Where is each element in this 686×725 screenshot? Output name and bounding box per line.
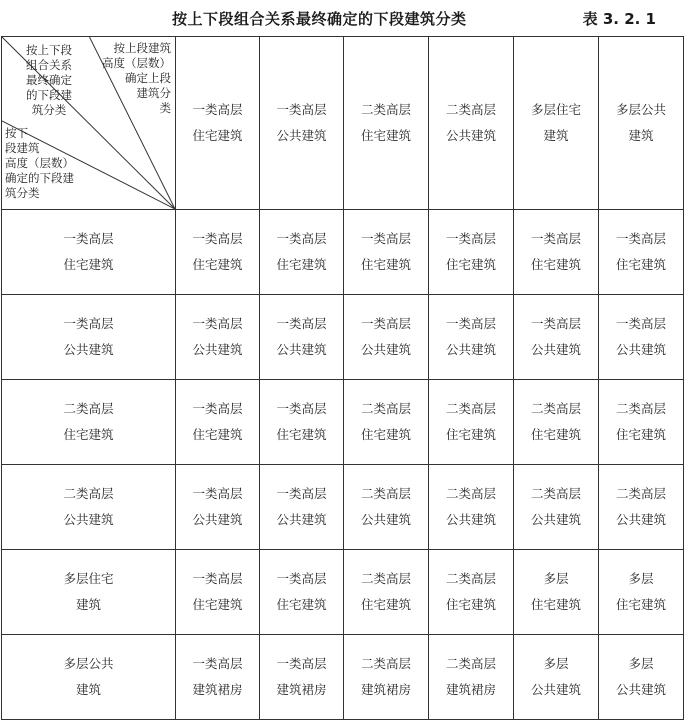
table-cell-line: 一类高层	[615, 231, 666, 246]
row-header-line: 二类高层	[63, 486, 114, 501]
corner-cell	[2, 37, 176, 210]
column-header-line: 多层住宅	[530, 102, 581, 117]
table-cell	[599, 550, 684, 635]
table-cell-line: 住宅建筑	[530, 597, 581, 612]
column-header-line: 多层公共	[615, 102, 666, 117]
table-cell	[344, 295, 429, 380]
table-cell-line: 公共建筑	[445, 342, 496, 357]
table-cell-line: 公共建筑	[615, 342, 666, 357]
column-header	[176, 37, 260, 210]
row-header	[2, 210, 176, 295]
table-row	[2, 635, 684, 720]
table-cell	[176, 465, 260, 550]
table-cell-line: 多层	[543, 571, 569, 586]
table-cell	[599, 380, 684, 465]
table-cell-line: 二类高层	[360, 656, 411, 671]
table-cell-line: 一类高层	[276, 486, 327, 501]
table-cell-line: 公共建筑	[276, 342, 327, 357]
table-cell	[176, 635, 260, 720]
table-cell	[599, 210, 684, 295]
table-row	[2, 550, 684, 635]
table-cell-line: 一类高层	[360, 231, 411, 246]
table-cell-line: 住宅建筑	[530, 427, 581, 442]
table-cell-line: 公共建筑	[530, 682, 581, 697]
table-cell	[429, 550, 514, 635]
table-cell-line: 住宅建筑	[360, 427, 411, 442]
column-header-line: 二类高层	[445, 102, 496, 117]
table-cell-line: 二类高层	[445, 486, 496, 501]
table-cell	[260, 295, 344, 380]
table-cell	[599, 295, 684, 380]
table-cell-line: 公共建筑	[615, 682, 666, 697]
table-cell-line: 一类高层	[445, 231, 496, 246]
table-cell	[514, 465, 599, 550]
table-cell-line: 多层	[543, 656, 569, 671]
row-header-line: 住宅建筑	[63, 427, 114, 442]
table-cell-line: 住宅建筑	[192, 427, 243, 442]
table-cell-line: 住宅建筑	[276, 257, 327, 272]
table-cell	[260, 550, 344, 635]
table-cell	[344, 465, 429, 550]
table-cell-line: 一类高层	[530, 231, 581, 246]
table-cell-line: 多层	[628, 656, 654, 671]
corner-bottom-line: 高度（层数）	[5, 156, 74, 170]
table-cell-line: 公共建筑	[530, 342, 581, 357]
table-cell-line: 住宅建筑	[445, 257, 496, 272]
table-cell	[344, 550, 429, 635]
column-header-line: 建筑	[628, 128, 654, 143]
classification-table	[1, 36, 684, 720]
table-cell-line: 一类高层	[276, 401, 327, 416]
corner-right-line: 高度（层数）	[102, 56, 171, 70]
table-cell	[344, 635, 429, 720]
table-cell-line: 一类高层	[276, 231, 327, 246]
table-cell-line: 一类高层	[445, 316, 496, 331]
corner-label-bottom	[5, 126, 111, 201]
column-header-line: 住宅建筑	[192, 128, 243, 143]
table-cell-line: 建筑裙房	[360, 682, 411, 697]
table-cell	[429, 295, 514, 380]
table-cell-line: 一类高层	[360, 316, 411, 331]
table-cell-line: 一类高层	[530, 316, 581, 331]
table-cell	[176, 210, 260, 295]
row-header-line: 建筑	[75, 682, 101, 697]
row-header-line: 住宅建筑	[63, 257, 114, 272]
table-cell-line: 公共建筑	[445, 512, 496, 527]
header-row	[2, 37, 684, 210]
row-header-line: 公共建筑	[63, 512, 114, 527]
corner-right-line: 建筑分	[136, 86, 171, 100]
table-cell-line: 公共建筑	[360, 342, 411, 357]
table-row	[2, 210, 684, 295]
table-cell	[260, 635, 344, 720]
corner-top-line: 的下段建	[26, 88, 72, 102]
table-cell	[344, 380, 429, 465]
table-cell-line: 公共建筑	[276, 512, 327, 527]
corner-label-right	[87, 41, 171, 116]
table-cell	[260, 465, 344, 550]
corner-bottom-line: 筑分类	[5, 186, 40, 200]
table-cell-line: 公共建筑	[192, 342, 243, 357]
column-header	[344, 37, 429, 210]
table-cell-line: 二类高层	[445, 401, 496, 416]
row-header	[2, 465, 176, 550]
corner-right-line: 按上段建筑	[113, 41, 171, 55]
column-header-line: 住宅建筑	[360, 128, 411, 143]
table-cell-line: 一类高层	[276, 316, 327, 331]
row-header-line: 多层公共	[63, 656, 114, 671]
table-cell-line: 二类高层	[530, 401, 581, 416]
column-header-line: 一类高层	[276, 102, 327, 117]
table-cell	[176, 550, 260, 635]
table-cell-line: 住宅建筑	[276, 427, 327, 442]
row-header	[2, 550, 176, 635]
column-header-line: 二类高层	[360, 102, 411, 117]
table-row	[2, 295, 684, 380]
row-header-line: 公共建筑	[63, 342, 114, 357]
corner-top-line: 筑分类	[31, 103, 67, 117]
row-header	[2, 295, 176, 380]
table-cell-line: 二类高层	[445, 571, 496, 586]
table-cell	[514, 295, 599, 380]
row-header	[2, 380, 176, 465]
table-cell	[599, 635, 684, 720]
table-cell-line: 建筑裙房	[192, 682, 243, 697]
table-cell-line: 一类高层	[192, 486, 243, 501]
table-cell-line: 一类高层	[192, 401, 243, 416]
table-cell	[429, 380, 514, 465]
table-cell-line: 二类高层	[615, 486, 666, 501]
table-row	[2, 465, 684, 550]
table-cell-line: 住宅建筑	[530, 257, 581, 272]
table-cell	[429, 210, 514, 295]
table-cell-line: 二类高层	[445, 656, 496, 671]
table-cell-line: 二类高层	[615, 401, 666, 416]
table-cell-line: 住宅建筑	[615, 427, 666, 442]
table-cell-line: 一类高层	[276, 656, 327, 671]
table-cell	[429, 635, 514, 720]
corner-top-line: 组合关系	[26, 58, 72, 72]
table-cell-line: 公共建筑	[615, 512, 666, 527]
table-cell-line: 住宅建筑	[360, 257, 411, 272]
table-cell-line: 建筑裙房	[445, 682, 496, 697]
table-cell-line: 一类高层	[192, 316, 243, 331]
table-cell	[176, 380, 260, 465]
table-cell-line: 一类高层	[276, 571, 327, 586]
table-cell-line: 住宅建筑	[615, 257, 666, 272]
table-cell-line: 公共建筑	[530, 512, 581, 527]
table-cell-line: 多层	[628, 571, 654, 586]
corner-right-line: 确定上段	[125, 71, 171, 85]
row-header	[2, 635, 176, 720]
table-cell	[176, 295, 260, 380]
column-header-line: 建筑	[543, 128, 569, 143]
table-cell-line: 一类高层	[615, 316, 666, 331]
table-cell-line: 住宅建筑	[445, 427, 496, 442]
table-cell-line: 二类高层	[360, 486, 411, 501]
table-cell-line: 一类高层	[192, 656, 243, 671]
table-cell	[514, 380, 599, 465]
corner-bottom-line: 按下	[5, 126, 28, 140]
column-header	[260, 37, 344, 210]
table-cell	[260, 380, 344, 465]
column-header-line: 一类高层	[192, 102, 243, 117]
table-cell-line: 二类高层	[360, 401, 411, 416]
table-cell-line: 住宅建筑	[615, 597, 666, 612]
table-cell	[344, 210, 429, 295]
row-header-line: 二类高层	[63, 401, 114, 416]
table-cell-line: 一类高层	[192, 571, 243, 586]
table-cell-line: 建筑裙房	[276, 682, 327, 697]
corner-top-line: 按上下段	[26, 43, 72, 57]
column-header-line: 公共建筑	[445, 128, 496, 143]
table-cell-line: 公共建筑	[192, 512, 243, 527]
table-cell-line: 住宅建筑	[445, 597, 496, 612]
row-header-line: 一类高层	[63, 316, 114, 331]
table-cell-line: 住宅建筑	[276, 597, 327, 612]
column-header	[429, 37, 514, 210]
column-header-line: 公共建筑	[276, 128, 327, 143]
table-cell	[260, 210, 344, 295]
column-header	[599, 37, 684, 210]
table-cell-line: 住宅建筑	[360, 597, 411, 612]
table-cell	[514, 550, 599, 635]
table-number: 表 3. 2. 1	[582, 10, 656, 28]
row-header-line: 多层住宅	[63, 571, 114, 586]
table-cell	[514, 210, 599, 295]
table-cell	[429, 465, 514, 550]
table-cell-line: 公共建筑	[360, 512, 411, 527]
row-header-line: 建筑	[75, 597, 101, 612]
corner-label-top	[7, 43, 91, 118]
corner-bottom-line: 段建筑	[5, 141, 40, 155]
column-header	[514, 37, 599, 210]
table-title: 按上下段组合关系最终确定的下段建筑分类	[172, 10, 467, 28]
table-cell-line: 一类高层	[192, 231, 243, 246]
corner-top-line: 最终确定	[26, 73, 72, 87]
table-cell-line: 住宅建筑	[192, 597, 243, 612]
row-header-line: 一类高层	[63, 231, 114, 246]
corner-bottom-line: 确定的下段建	[5, 171, 74, 185]
table-cell	[599, 465, 684, 550]
corner-right-line: 类	[159, 101, 171, 115]
table-cell-line: 二类高层	[530, 486, 581, 501]
table-row	[2, 380, 684, 465]
table-cell	[514, 635, 599, 720]
table-cell-line: 二类高层	[360, 571, 411, 586]
table-cell-line: 住宅建筑	[192, 257, 243, 272]
